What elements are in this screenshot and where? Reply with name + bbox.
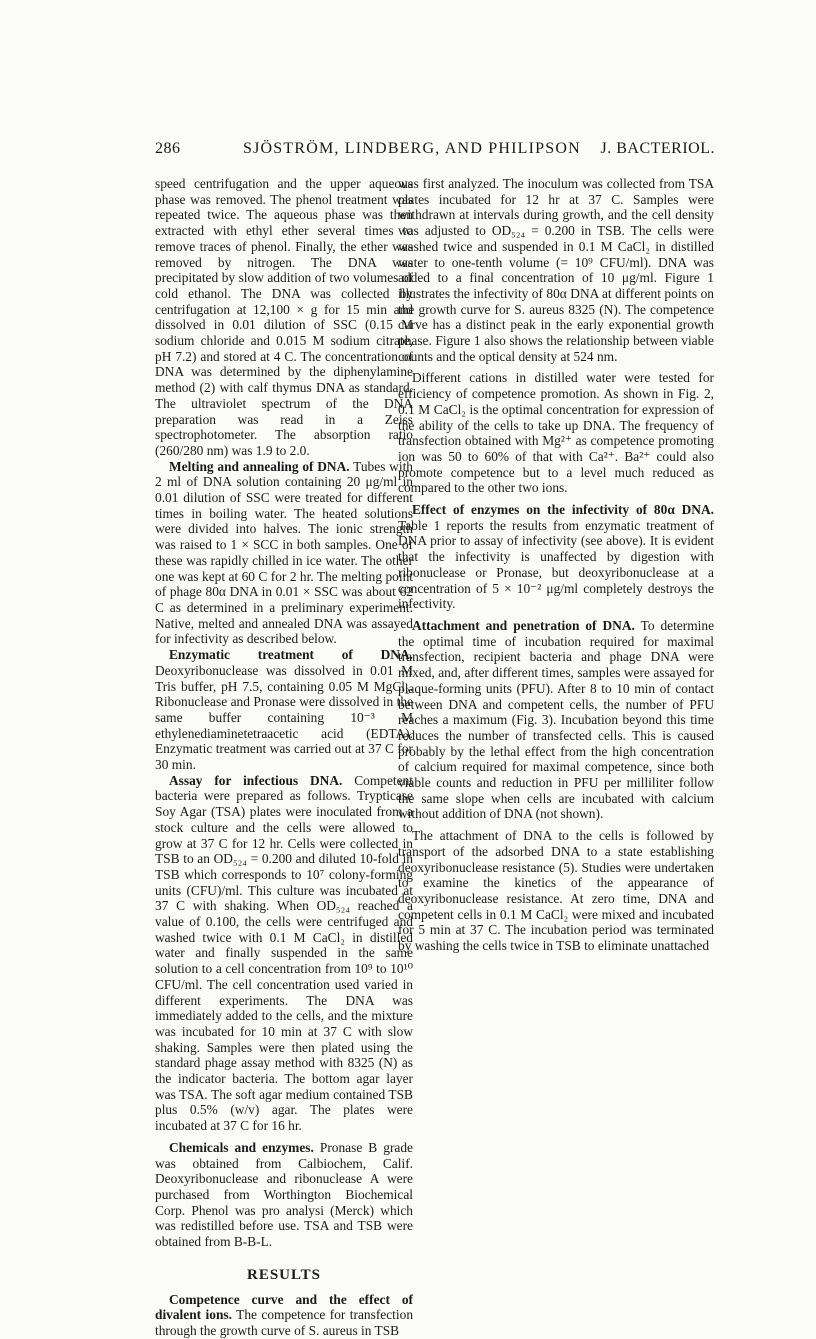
run-in-heading: Enzymatic treatment of DNA. — [169, 647, 413, 663]
paragraph-text: To determine the optimal time of incubation required for maximal transfection, recipient bacteria and phage DNA were mixed, and, after different times, samples were assayed for plaque-forming units (PFU). After 8 to 10 min of contact between DNA and competent cells, the number of PFU reaches a maximum (Fig. 3). Incubation beyond this time reduces the number of transfected cells. This is caused probably by the lethal effect from the high concentration of calcium required for maximal competence, since both viable counts and reduction in PFU per milliliter follow the same slope when cells are incubated with calcium without addition of DNA (not shown). — [398, 617, 715, 822]
journal-name: J. BACTERIOL. — [600, 140, 715, 157]
running-header — [155, 140, 715, 162]
paragraph-enzymatic — [155, 647, 413, 773]
running-authors: SJÖSTRÖM, LINDBERG, AND PHILIPSON — [243, 140, 581, 157]
paragraph-assay — [155, 773, 413, 1134]
paragraph-text: Tubes with 2 ml of DNA solution containing 20 μg/ml in 0.01 dilution of SSC were treated for different times in boiling water. The heated solutions were divided into halves. The ionic strength was raised to 1 × SCC in both samples. One of these was rapidly chilled in ice water. The other one was kept at 60 C for 2 hr. The melting point of phage 80α DNA in 0.01 × SSC was about 62 C as determined in a preliminary experiment. Native, melted and annealed DNA was assayed for infectivity as described below. — [155, 458, 413, 647]
paragraph: was first analyzed. The inoculum was collected from TSA plates incubated for 12 hr at 37 C. Samples were withdrawn at intervals during growth, and the cell density was adjusted to OD₅₂₄ = 0.200 in TSB. The cells were washed twice and suspended in 0.1 M CaCl₂ in distilled water to one-tenth volume (= 10⁹ CFU/ml). DNA was added to a final concentration of 10 μg/ml. Figure 1 illustrates the infectivity of 80α DNA at different points on the growth curve for S. aureus 8325 (N). The competence curve has a distinct peak in the early exponential growth phase. Figure 1 also shows the relationship between viable counts and the optical density at 524 nm. — [398, 176, 714, 364]
paragraph-competence — [155, 1292, 413, 1339]
section-heading-results: RESULTS — [247, 1266, 321, 1283]
paragraph-attachment — [398, 618, 714, 822]
paragraph-enzymes — [398, 502, 714, 612]
paragraph-text: The competence for transfection through the growth curve of S. aureus in TSB — [155, 1307, 414, 1338]
right-column — [398, 176, 714, 954]
run-in-heading: Effect of enzymes on the infectivity of 80α DNA. — [412, 502, 714, 518]
paragraph-chemicals — [155, 1140, 413, 1250]
paragraph: speed centrifugation and the upper aqueous phase was removed. The phenol treatment was repeated twice. The aqueous phase was then extracted with ethyl ether several times to remove traces of phenol. Finally, the ether was removed by nitrogen. The DNA was precipitated by slow addition of two volumes of cold ethanol. The DNA was collected by centrifugation at 12,100 × g for 15 min and dissolved in 0.01 dilution of SSC (0.15 M sodium chloride and 0.015 M sodium citrate, pH 7.2) and stored at 4 C. The concentration of DNA was determined by the diphenylamine method (2) with calf thymus DNA as standard. The ultraviolet spectrum of the DNA preparation was read in a Zeiss spectrophotometer. The absorption ratio (260/280 nm) was 1.9 to 2.0. — [155, 176, 413, 458]
paragraph-text: Competent bacteria were prepared as follows. Trypticase Soy Agar (TSA) plates were inoculated from a stock culture and the cells were allowed to grow at 37 C for 12 hr. Cells were collected in TSB to an OD₅₂₄ = 0.200 and diluted 10-fold in TSB which corresponds to 10⁷ colony-forming units (CFU)/ml. This culture was incubated at 37 C with shaking. When OD₅₂₄ reached a value of 0.100, the cells were centrifuged and washed twice with 0.1 M CaCl₂ in distilled water and finally suspended in the same solution to a cell concentration from 10⁹ to 10¹⁰ CFU/ml. The cell concentration used varied in different experiments. The DNA was immediately added to the cells, and the mixture was incubated for 10 min at 37 C with slow shaking. Samples were then plated using the standard phage assay method with 8325 (N) as the indicator bacteria. The bottom agar layer was TSA. The soft agar medium contained TSB plus 0.5% (w/v) agar. The plates were incubated at 37 C for 16 hr. — [155, 772, 413, 1134]
paragraph-text: Deoxyribonuclease was dissolved in 0.01 M Tris buffer, pH 7.5, containing 0.05 M MgCl₂. Ribonuclease and Pronase were dissolved in the same buffer containing 10⁻³ M ethylenediaminetetraacetic acid (EDTA). Enzymatic treatment was carried out at 37 C for 30 min. — [155, 662, 413, 773]
paragraph: The attachment of DNA to the cells is followed by transport of the adsorbed DNA to a state establishing deoxyribonuclease resistance (5). Studies were undertaken to examine the kinetics of the appearance of deoxyribonuclease resistance. At zero time, DNA and competent cells in 0.1 M CaCl₂ were mixed and incubated for 5 min at 37 C. The incubation period was terminated by washing the cells twice in TSB to eliminate unattached — [398, 828, 714, 954]
run-in-heading: Competence curve and the effect of divalent ions. — [155, 1291, 413, 1323]
paragraph-text: Table 1 reports the results from enzymatic treatment of DNA prior to assay of infectivity (see above). It is evident that the infectivity is unaffected by digestion with ribonuclease or Pronase, but deoxyribonuclease at a concentration of 5 × 10⁻² μg/ml completely destroys the infectivity. — [398, 517, 714, 612]
paragraph-text: Pronase B grade was obtained from Calbiochem, Calif. Deoxyribonuclease and ribonuclease A were purchased from Worthington Biochemical Corp. Phenol was pro analysi (Merck) which was redistilled before use. TSA and TSB were obtained from B-B-L. — [155, 1139, 413, 1250]
paragraph: Different cations in distilled water were tested for efficiency of competence promotion. As shown in Fig. 2, 0.1 M CaCl₂ is the optimal concentration for expression of the ability of the cells to take up DNA. The frequency of transfection obtained with Mg²⁺ as competence promoting ion was 50 to 60% of that with Ca²⁺. Ba²⁺ could also promote competence but to a level much reduced as compared to the other two ions. — [398, 370, 714, 496]
left-column — [155, 176, 413, 1339]
run-in-heading: Melting and annealing of DNA. — [169, 458, 350, 474]
run-in-heading: Attachment and penetration of DNA. — [412, 617, 635, 633]
page-number: 286 — [155, 140, 181, 157]
run-in-heading: Chemicals and enzymes. — [169, 1139, 314, 1155]
run-in-heading: Assay for infectious DNA. — [169, 772, 343, 788]
paragraph-melting — [155, 459, 413, 647]
